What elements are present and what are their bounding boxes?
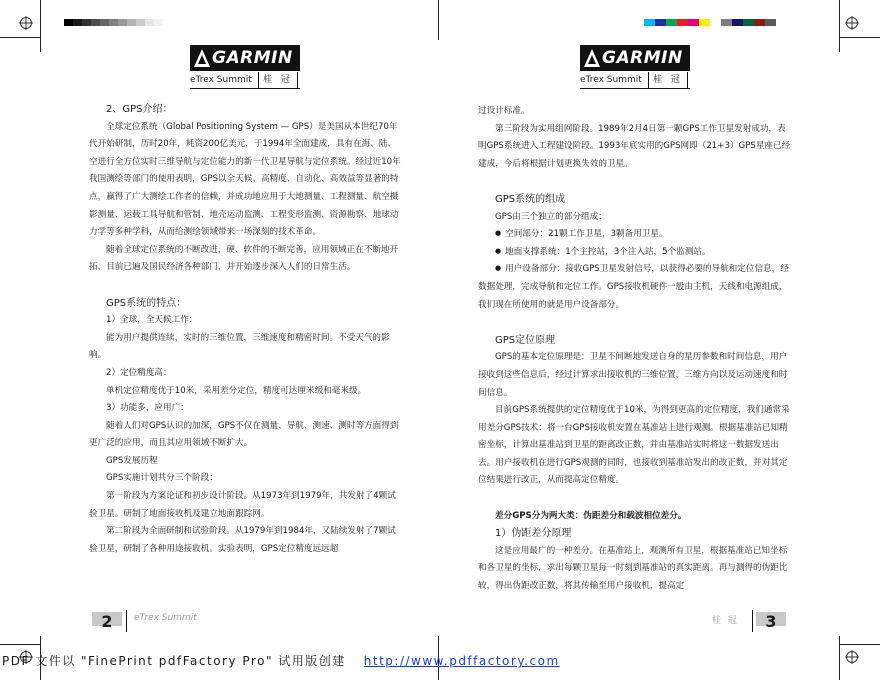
continuation-text: 过设计标准。 bbox=[478, 106, 530, 116]
right-page-column bbox=[478, 103, 794, 596]
color-swatch bbox=[743, 19, 754, 26]
color-swatch bbox=[765, 19, 776, 26]
crop-mark bbox=[0, 37, 40, 38]
gray-swatch bbox=[136, 19, 145, 26]
crop-mark bbox=[839, 0, 840, 52]
brand-name: GARMIN bbox=[602, 48, 683, 68]
gray-swatch bbox=[109, 19, 118, 26]
bullet-item: ● 用户设备部分：接收GPS卫星发射信号，以获得必要的导航和定位信息，经数据处理，完成导航和定位工作。GPS接收机硬件一般由主机，天线和电源组成，我们现在所使用的就是用户设备部分。 bbox=[478, 261, 794, 314]
color-swatch bbox=[688, 19, 699, 26]
phase-paragraph: 第三阶段为实用组网阶段。1989年2月4日第一颗GPS工作卫星发射成功，表明GPS系统进入工程建设阶段。1993年底实用的GPS网即（21+3）GPS星座已经建成，今后将根据计划更换失效的卫星。 bbox=[478, 123, 791, 169]
registration-mark-icon bbox=[845, 16, 859, 30]
principle-paragraph: 目前GPS系统提供的定位精度优于10米，为得到更高的定位精度，我们通常采用差分GPS技术：将一台GPS接收机安置在基准站上进行观测。根据基准站已知精密坐标，计算出基准站到卫星的距离改正数，并由基准站实时将这一数据发送出去。用户接收机在进行GPS观测的同时，也接收到基准站发出的改正数，并对其定位结果进行改正，从而提高定位精度。 bbox=[478, 405, 790, 486]
watermark-text: PDF 文件以 "FinePrint pdfFactory Pro" 试用版创建 bbox=[2, 654, 346, 668]
watermark-link[interactable]: http://www.pdffactory.com bbox=[363, 654, 560, 668]
feature-title: 1）全球，全天候工作： bbox=[106, 315, 198, 326]
feature-text: 单机定位精度优于10米，采用差分定位，精度可达厘米级和毫米级。 bbox=[106, 385, 367, 396]
registration-mark-icon bbox=[845, 650, 859, 664]
crop-mark bbox=[438, 0, 439, 40]
intro-paragraph: 全球定位系统（Global Positioning System — GPS）是美国从本世纪70年代开始研制，历时20年，耗资200亿美元，于1994年全面建成，具有在海、陆、空进行全方位实时三维导航与定位能力的新一代卫星导航与定位系统。经过近10年我国测绘等部门的使用表明，GPS以全天候、高精度、自动化、高效益等显著的特点，赢得了广大测绘工作者的信赖，并成功地应用于大地测量、工程测量、航空摄影测量、运载工具导航和管制、地壳运动监测、工程变形监测、资源勘察、地球动力学等多种学科，从而给测绘领域带来一场深刻的技术革命。 bbox=[89, 121, 401, 238]
crop-mark bbox=[40, 0, 41, 52]
gray-swatch bbox=[163, 19, 172, 26]
brand-name: GARMIN bbox=[212, 48, 293, 68]
phase-paragraph: 第一阶段为方案论证和初步设计阶段。从1973年到1979年，共发射了4颗试验卫星。研制了地面接收机及建立地面跟踪网。 bbox=[89, 491, 396, 519]
feature-title: 3）功能多，应用广： bbox=[106, 403, 189, 414]
crop-mark bbox=[840, 37, 880, 38]
gray-swatch bbox=[118, 19, 127, 26]
color-swatch bbox=[721, 19, 732, 26]
crop-mark bbox=[0, 644, 40, 645]
feature-title: 2）定位精度高： bbox=[106, 367, 172, 378]
color-swatch bbox=[655, 19, 666, 26]
footer-divider bbox=[752, 610, 753, 632]
history-intro: GPS实施计划共分三个阶段： bbox=[106, 473, 218, 484]
paragraph: 随着全球定位系统的不断改进，硬、软件的不断完善，应用领域正在不断地开拓，目前已遍及国民经济各种部门，并开始逐步深入人们的日常生活。 bbox=[89, 244, 399, 273]
model-cn-name: 桂 冠 bbox=[258, 72, 298, 88]
features-title: GPS系统的特点： bbox=[106, 297, 187, 309]
registration-mark-icon bbox=[19, 16, 33, 30]
diff-title: 差分GPS分为两大类：伪距差分和载波相位差分。 bbox=[495, 510, 687, 521]
history-title: GPS发展历程 bbox=[106, 455, 158, 466]
crop-mark bbox=[839, 636, 840, 680]
composition-intro: GPS由三个独立的部分组成： bbox=[495, 211, 607, 222]
color-calibration-bar bbox=[644, 19, 776, 26]
gray-swatch bbox=[73, 19, 82, 26]
color-swatch bbox=[666, 19, 677, 26]
grayscale-calibration-bar bbox=[64, 19, 172, 26]
footer-divider bbox=[126, 610, 127, 632]
bullet-item: ● 地面支撑系统：1个主控站，3个注入站，5个监测站。 bbox=[478, 244, 794, 262]
page-number: 2 bbox=[92, 612, 122, 626]
composition-title: GPS系统的组成 bbox=[495, 193, 566, 205]
phase-paragraph: 第二阶段为全面研制和试验阶段。从1979年到1984年，又陆续发射了7颗试验卫星，研制了各种用途接收机。实验表明，GPS定位精度远远超 bbox=[89, 526, 396, 554]
model-name: eTrex Summit bbox=[580, 75, 642, 85]
model-cn-name: 桂 冠 bbox=[648, 72, 688, 88]
color-swatch bbox=[644, 19, 655, 26]
model-name: eTrex Summit bbox=[190, 75, 252, 85]
left-page-column bbox=[89, 101, 402, 558]
bullet-item: ● 空间部分：21颗工作卫星，3颗备用卫星。 bbox=[478, 226, 794, 244]
pdf-watermark bbox=[2, 652, 560, 669]
footer-label: eTrex Summit bbox=[134, 613, 197, 623]
crop-mark bbox=[840, 644, 880, 645]
feature-text: 能为用户提供连续，实时的三维位置，三维速度和精密时间。不受天气的影响。 bbox=[89, 332, 390, 361]
color-swatch bbox=[732, 19, 743, 26]
color-swatch bbox=[677, 19, 688, 26]
gray-swatch bbox=[100, 19, 109, 26]
pseudo-paragraph: 这是应用最广的一种差分。在基准站上，观测所有卫星，根据基准站已知坐标和各卫星的坐标，求出每颗卫星每一时刻到基准站的真实距离。再与测得的伪距比较，得出伪距改正数，将其传输至用户接收机，提高定 bbox=[478, 545, 788, 592]
pseudo-title: 1）伪距差分原理 bbox=[495, 528, 572, 540]
gray-swatch bbox=[154, 19, 163, 26]
color-swatch bbox=[710, 19, 721, 26]
gray-swatch bbox=[91, 19, 100, 26]
gray-swatch bbox=[127, 19, 136, 26]
footer-label: 桂 冠 bbox=[712, 616, 739, 626]
feature-text: 随着人们对GPS认识的加深，GPS不仅在测量、导航、测速、测时等方面得到更广泛的应用，而且其应用领域不断扩大。 bbox=[89, 420, 399, 449]
principle-paragraph: GPS的基本定位原理是：卫星不间断地发送自身的星历参数和时间信息，用户接收到这些信息后，经过计算求出接收机的三维位置，三维方向以及运动速度和时间信息。 bbox=[478, 352, 788, 398]
garmin-logo bbox=[580, 45, 690, 89]
principle-title: GPS定位原理 bbox=[495, 334, 556, 346]
gray-swatch bbox=[64, 19, 73, 26]
page-number: 3 bbox=[756, 612, 786, 626]
color-swatch bbox=[754, 19, 765, 26]
section-title: 2、GPS介绍： bbox=[106, 104, 173, 115]
gray-swatch bbox=[145, 19, 154, 26]
garmin-logo bbox=[190, 45, 300, 89]
gray-swatch bbox=[82, 19, 91, 26]
color-swatch bbox=[699, 19, 710, 26]
